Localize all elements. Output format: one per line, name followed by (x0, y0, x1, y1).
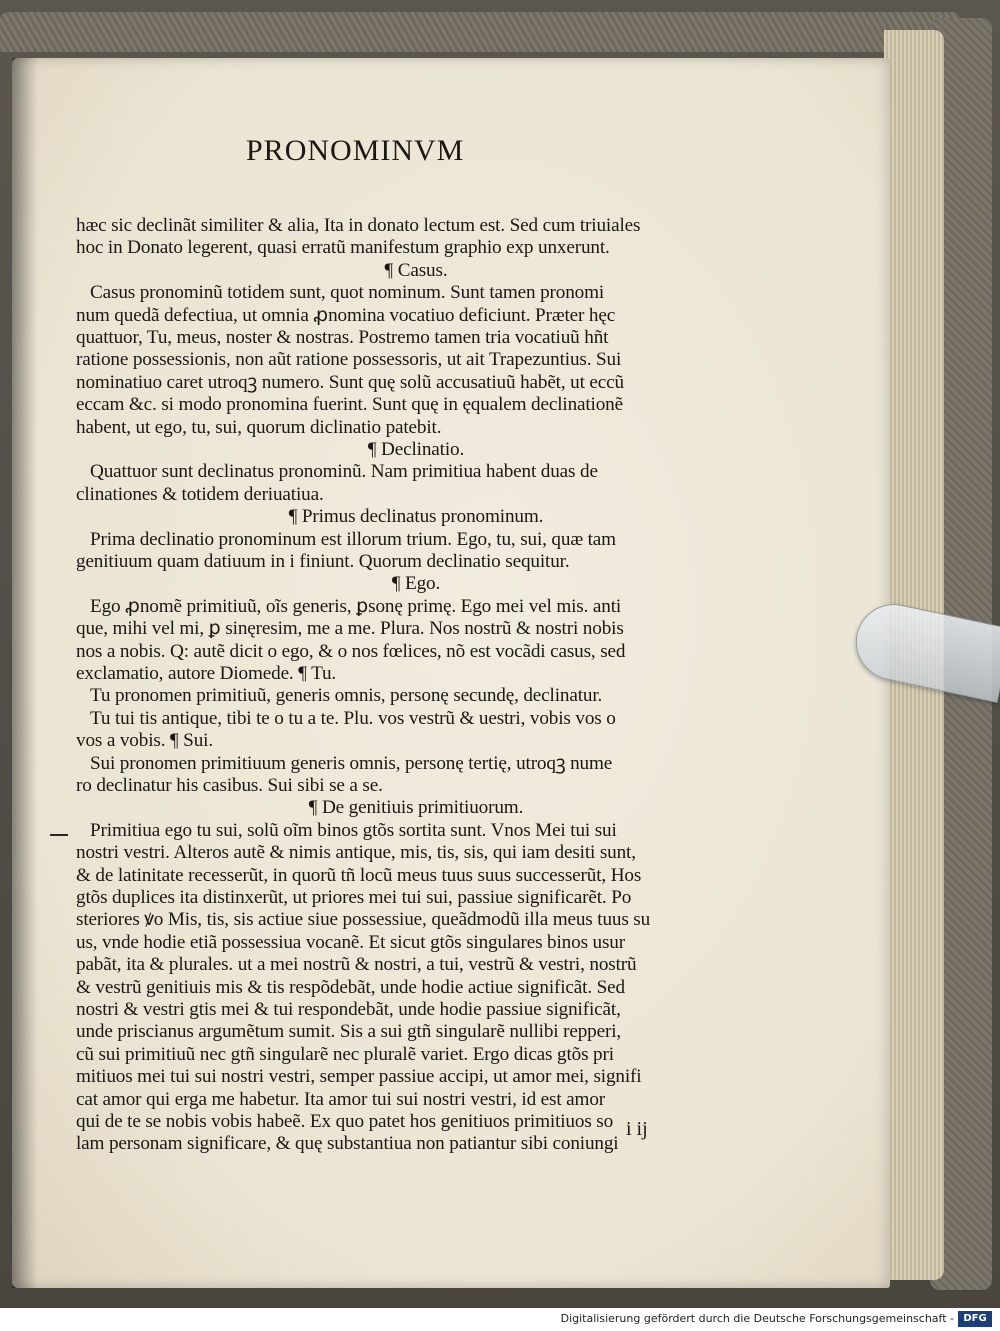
text-line: nos a nobis. Q: autẽ dicit o ego, & o nos fœlices, nõ est vocãdi casus, sed (76, 640, 626, 662)
text-line: genitiuum quam datiuum in i finiunt. Quorum declinatio sequitur. (76, 551, 570, 572)
text-line: mitiuos mei tui sui nostri vestri, semper passiue accipi, ut amor mei, signifi (76, 1066, 642, 1088)
text-line: ratione possessionis, non aũt ratione possessoris, ut ait Trapezuntius. Sui (76, 349, 622, 371)
text-line: num quedã defectiua, ut omnia ꝓnomina vocatiuo deficiunt. Præter hęc (76, 304, 616, 326)
text-line: & vestrũ genitiuis mis & tis respõdebãt, unde hodie actiue significãt. Sed (76, 976, 625, 998)
dfg-logo: DFG (958, 1311, 992, 1327)
text-line: gtõs duplices ita distinxerũt, ut priores mei tui sui, passiue significarẽt. Po (76, 887, 632, 908)
binding-top-board (0, 12, 960, 52)
running-heading: PRONOMINVM (246, 134, 465, 167)
text-line: clinationes & totidem deriuatiua. (76, 483, 324, 505)
text-line: vos a vobis. ¶ Sui. (76, 730, 213, 752)
text-line: nostri & vestri gtis mei & tui respondebãt, unde hodie passiue significãt, (76, 999, 621, 1020)
text-line: & de latinitate recesserũt, in quorũ tñ locũ meus tuus suus successerũt, Hos (76, 864, 642, 886)
text-line: qui de te se nobis vobis habeẽ. Ex quo patet hos genitiuos primitiuos so (76, 1111, 614, 1132)
text-line: cũ sui primitiuũ nec gtñ singularẽ nec pluralẽ variet. Ergo dicas gtõs pri (76, 1043, 614, 1065)
text-line: ¶ Declinatio. (367, 439, 465, 460)
text-line: pabãt, ita & plurales. ut a mei nostrũ & nostri, a tui, vestrũ & vestri, nostrũ (76, 954, 637, 976)
text-line: ¶ Casus. (384, 259, 448, 281)
text-line: exclamatio, autore Diomede. ¶ Tu. (76, 663, 337, 684)
text-line: habent, ut ego, tu, sui, quorum diclinatio patebit. (76, 416, 442, 438)
text-line: us, vnde hodie etiã possessiua vocanẽ. Et sicut gtõs singulares binos usur (76, 931, 625, 953)
text-line: Casus pronominũ totidem sunt, quot nominum. Sunt tamen pronomi (90, 282, 605, 304)
text-line: steriores ꝟo Mis, tis, sis actiue siue possessiue, queãdmodũ illa meus tuus su (76, 909, 651, 931)
text-line: Prima declinatio pronominum est illorum trium. Ego, tu, sui, quæ tam (90, 528, 616, 550)
text-line: eccam &c. si modo pronomina fuerint. Sunt quę in ęqualem declinationẽ (76, 394, 623, 416)
footer-bar (0, 1308, 1000, 1331)
page-gutter-shadow (12, 58, 38, 1288)
text-line: hoc in Donato legerent, quasi erratũ manifestum graphio exp unxerunt. (76, 237, 610, 259)
text-line: nostri vestri. Alteros autẽ & nimis antique, mis, tis, sis, qui iam desiti sunt, (76, 842, 636, 864)
text-line: unde priscianus argumẽtum sumit. Sis a sui gtñ singularẽ nullibi repperi, (76, 1021, 622, 1043)
text-line: que, mihi vel mi, ꝑ sinęresim, me a me. Plura. Nos nostrũ & nostri nobis (76, 618, 624, 640)
text-line: ¶ Ego. (391, 573, 441, 595)
text-line: lam personam significare, & quę substantiua non patiantur sibi coniungi (76, 1133, 619, 1155)
text-line: ¶ De genitiuis primitiuorum. (308, 797, 524, 819)
footer-credit: Digitalisierung gefördert durch die Deutsche Forschungsgemeinschaft - (560, 1312, 954, 1325)
text-line: Quattuor sunt declinatus pronominũ. Nam primitiua habent duas de (90, 461, 598, 483)
signature-mark: i ij (626, 1118, 648, 1140)
text-line: hæc sic declinãt similiter & alia, Ita in donato lectum est. Sed cum triuiales (76, 215, 641, 236)
text-line: Tu pronomen primitiuũ, generis omnis, personę secundę, declinatur. (90, 685, 603, 707)
text-line: Ego ꝓnomẽ primitiuũ, oĩs generis, ꝑsonę primę. Ego mei vel mis. anti (90, 595, 622, 617)
text-line: cat amor qui erga me habetur. Ita amor tui sui nostri vestri, id est amor (76, 1088, 605, 1110)
book-page (12, 58, 890, 1288)
text-line: Sui pronomen primitiuum generis omnis, personę tertię, utroqꝫ nume (90, 752, 613, 774)
text-line: quattuor, Tu, meus, noster & nostras. Postremo tamen tria vocatiuũ hñt (76, 327, 609, 348)
text-line: nominatiuo caret utroqꝫ numero. Sunt quę solũ accusatiuũ habẽt, ut eccũ (76, 371, 624, 393)
text-line: ¶ Primus declinatus pronominum. (288, 506, 544, 528)
text-line: ro declinatur his casibus. Sui sibi se a se. (76, 775, 383, 796)
margin-mark (50, 834, 68, 836)
text-line: Primitiua ego tu sui, solũ oĩm binos gtõs sortita sunt. Vnos Mei tui sui (90, 819, 617, 841)
text-line: Tu tui tis antique, tibi te o tu a te. Plu. vos vestrũ & uestri, vobis vos o (90, 707, 616, 729)
